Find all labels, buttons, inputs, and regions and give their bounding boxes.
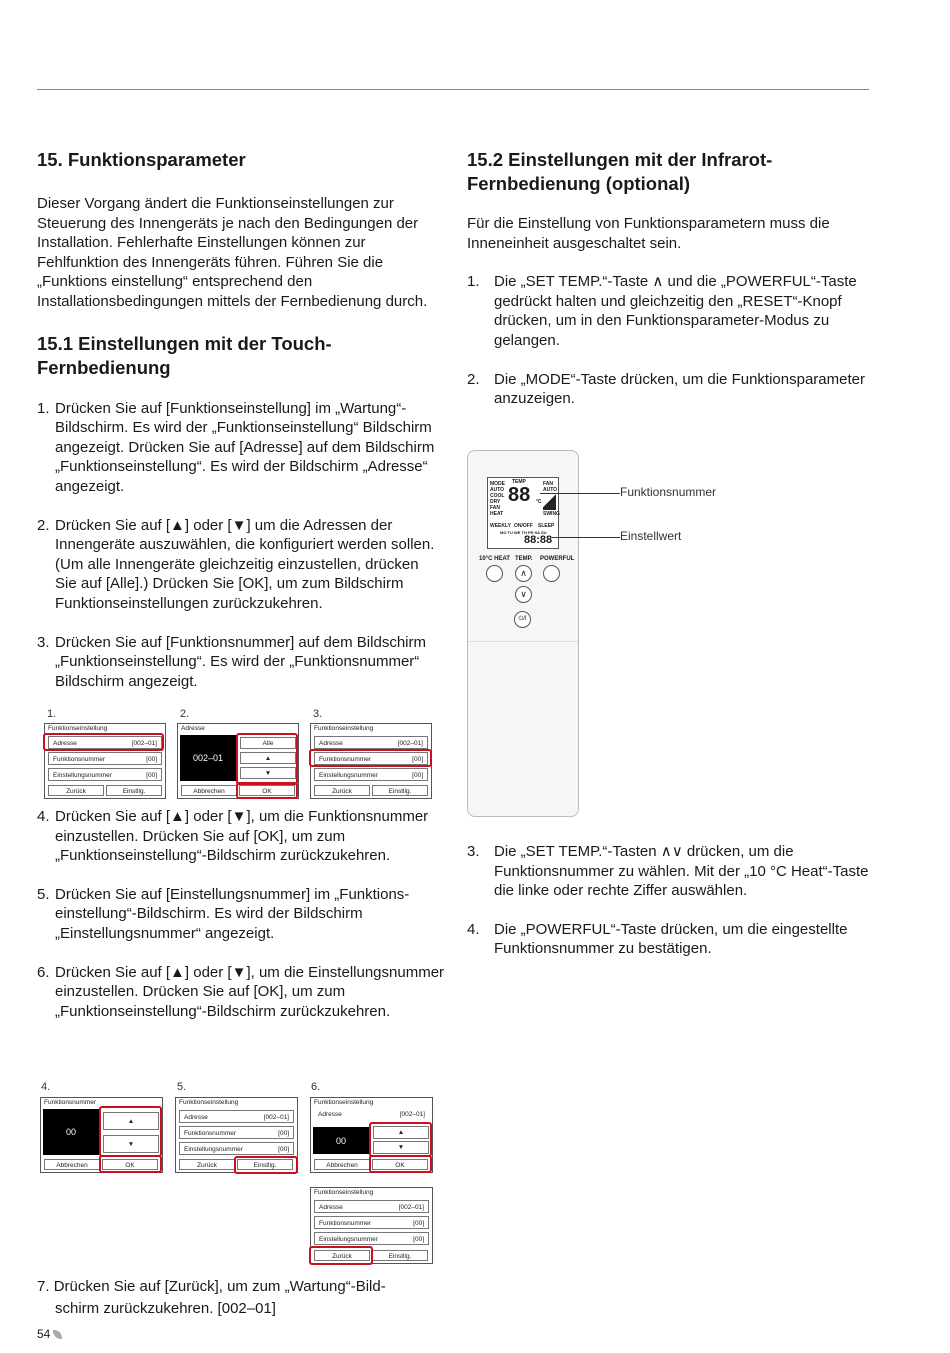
step-item: 2. Die „MODE“-Taste drücken, um die Funktionsparameter anzuzeigen. — [467, 370, 865, 408]
address-field[interactable]: Adresse [002–01] — [48, 736, 162, 749]
setting-number-field[interactable]: Einstellungsnummer [00] — [314, 768, 428, 781]
highlight-ok — [236, 782, 298, 799]
screen-label: 5. — [177, 1081, 187, 1093]
step-item: 2. Drücken Sie auf [▲] oder [▼] um die Adressen der Innengeräte auszuwählen, die konfiguriert werden sollen. (Um alle Innengeräte gleichzeitig einzustellen, drücken Sie auf [Alle].) Drücken Sie [OK], um zum Bildschirm Funktionseinstellungen zurückzukehren. — [37, 516, 435, 612]
right-steps-3-4 — [467, 823, 877, 959]
number-display: 00 — [313, 1127, 369, 1154]
label-10c-heat: 10°C HEAT — [479, 556, 510, 562]
down-button[interactable]: ▼ — [240, 767, 296, 779]
back-button[interactable]: Zurück — [314, 785, 370, 796]
back-button[interactable]: Zurück — [314, 1250, 370, 1261]
highlight-settings — [234, 1156, 298, 1174]
step-item: 4. Die „POWERFUL“-Taste drücken, um die eingestellte Funktionsnummer zu bestätigen. — [467, 920, 848, 958]
screen-label: 2. — [180, 708, 190, 720]
up-button[interactable]: ▲ — [373, 1126, 429, 1139]
steps-4-6 — [37, 807, 447, 1021]
ok-button[interactable]: OK — [372, 1159, 428, 1170]
page-footer — [37, 1327, 62, 1341]
step-item: 6. Drücken Sie auf [▲] oder [▼], um die Einstellungsnummer einzustellen. Drücken Sie auf [OK], um zum „Funktionseinstellung“-Bildschirm zurückzukehren. — [37, 963, 445, 1020]
highlight-arrows — [99, 1106, 162, 1157]
screen-function-settings: Funktionseinstellung Adresse [002–01] Funktionsnummer [00] Einstellungsnummer [00] Zurück Einstllg. — [175, 1097, 298, 1173]
power-icon: ⏻/I — [518, 616, 527, 622]
cancel-button[interactable]: Abbrechen — [44, 1159, 100, 1170]
highlight-arrows — [236, 733, 298, 785]
down-button[interactable]: ▼ — [373, 1141, 429, 1154]
address-display: 002–01 — [180, 735, 236, 781]
top-rule — [37, 89, 869, 90]
highlight-ok — [99, 1155, 162, 1173]
ok-button[interactable]: OK — [102, 1159, 158, 1170]
callout-setting-value: Einstellwert — [620, 529, 682, 543]
settings-button[interactable]: Einstllg. — [106, 785, 162, 796]
step-item: 3. Die „SET TEMP.“-Tasten ∧∨ drücken, um die Funktionsnummer zu wählen. Mit der „10 °C Heat“-Taste die linke oder rechte Ziffer auswählen. — [467, 843, 869, 900]
screen-label: 4. — [41, 1081, 51, 1093]
setting-number-field[interactable]: Einstellungsnummer [00] — [314, 1232, 429, 1245]
highlight-function-number — [309, 749, 432, 767]
address-field[interactable]: Adresse [002–01] — [179, 1110, 294, 1123]
screen-function-settings: Funktionseinstellung Adresse [002–01] Funktionsnummer [00] Einstellungsnummer [00] Zurück Einstllg. — [310, 723, 432, 799]
temp-down-button[interactable] — [515, 586, 532, 603]
settings-button[interactable]: Einstllg. — [237, 1159, 293, 1170]
power-button[interactable] — [514, 611, 531, 628]
cancel-button[interactable]: Abbrechen — [181, 785, 237, 796]
temp-up-button[interactable] — [515, 565, 532, 582]
down-button[interactable]: ▼ — [103, 1135, 159, 1153]
highlight-arrows — [369, 1122, 432, 1157]
label-temp: TEMP. — [515, 556, 533, 562]
function-number-field[interactable]: Funktionsnummer [00] — [314, 1216, 429, 1229]
chevron-up-icon: ∧ — [520, 568, 527, 578]
right-intro: Für die Einstellung von Funktionsparametern muss die Inneneinheit ausgeschaltet sein. — [467, 215, 830, 252]
callout-line — [540, 493, 620, 494]
heading-15: 15. Funktionsparameter — [37, 149, 246, 170]
up-button[interactable]: ▲ — [103, 1112, 159, 1130]
step-item: 5. Drücken Sie auf [Einstellungsnummer] im „Funktions-einstellung“-Bildschirm. Es wird der Bildschirm „Einstellungsnummer“ angezeigt. — [37, 885, 410, 942]
settings-button[interactable]: Einstllg. — [372, 785, 428, 796]
callout-function-number: Funktionsnummer — [620, 485, 717, 499]
steps-1-3 — [37, 399, 442, 692]
address-field[interactable]: Adresse [002–01] — [314, 1200, 429, 1213]
address-field: Adresse [002–01] — [314, 1108, 429, 1126]
step-item: 1. Die „SET TEMP.“-Taste ∧ und die „POWERFUL“-Taste gedrückt halten und gleichzeitig den „RESET“-Knopf drücken, um in den Funktionsparameter-Modus zu gelangen. — [467, 273, 857, 349]
screen-function-settings: Funktionseinstellung Adresse [002–01] Funktionsnummer [00] Einstellungsnummer [00] Zurück Einstllg. — [44, 723, 166, 799]
heading-15-2: 15.2 Einstellungen mit der Infrarot-Fernbedienung (optional) — [467, 149, 773, 194]
leaf-icon — [53, 1330, 62, 1339]
chevron-down-icon: ∨ — [520, 589, 527, 599]
back-button[interactable]: Zurück — [179, 1159, 235, 1170]
page-number: 54 — [37, 1327, 51, 1341]
screen-function-settings: Funktionseinstellung Adresse [002–01] Funktionsnummer [00] Einstellungsnummer [00] Zurück Einstllg. — [310, 1187, 433, 1264]
callout-line — [552, 537, 620, 538]
highlight-address — [43, 733, 164, 751]
setting-number-field[interactable]: Einstellungsnummer [00] — [48, 768, 162, 781]
function-number-field[interactable]: Funktionsnummer [00] — [48, 752, 162, 765]
screen-label: 1. — [47, 708, 57, 720]
number-display: 00 — [43, 1109, 99, 1155]
heading-15-1: 15.1 Einstellungen mit der Touch-Fernbedienung — [37, 332, 332, 378]
up-button[interactable]: ▲ — [240, 752, 296, 764]
highlight-ok — [369, 1155, 432, 1173]
screen-label: 3. — [313, 708, 323, 720]
step-item: 4. Drücken Sie auf [▲] oder [▼], um die Funktionsnummer einzustellen. Drücken Sie auf [OK], um zum „Funktionseinstellung“-Bildschirm zurückzukehren. — [37, 808, 429, 865]
screen-address: Adresse 002–01 Alle ▲ ▼ Abbrechen OK — [177, 723, 299, 799]
function-number-field[interactable]: Funktionsnummer [00] — [179, 1126, 294, 1139]
ok-button[interactable]: OK — [239, 785, 295, 796]
highlight-back — [309, 1246, 373, 1265]
address-field[interactable]: Adresse [002–01] — [314, 736, 428, 749]
setting-number-field[interactable]: Einstellungsnummer [00] — [179, 1142, 294, 1155]
back-button[interactable]: Zurück — [48, 785, 104, 796]
settings-button[interactable]: Einstllg. — [372, 1250, 428, 1261]
step-item: 1. Drücken Sie auf [Funktionseinstellung] im „Wartung“-Bildschirm. Es wird der „Funktionseinstellung“ Bildschirm angezeigt. Drücken Sie auf [Adresse] auf dem Bildschirm „Funktionseinstellung“. Es wird der Bildschirm „Adresse“ angezeigt. — [37, 399, 435, 495]
function-number-field[interactable]: Funktionsnummer [00] — [314, 752, 428, 765]
right-column — [467, 148, 877, 409]
remote-lcd: MODE AUTO COOL DRY FAN HEAT TEMP 88 °C FAN AUTO SWING WEEKLY ON/OFF SLEEP MO TU WE TH FR SA SU 88:88 — [487, 477, 559, 549]
step-item: 3. Drücken Sie auf [Funktionsnummer] auf dem Bildschirm „Funktionseinstellung“. Es wird der „Funktionsnummer“ Bildschirm angezeigt. — [37, 633, 426, 690]
cancel-button[interactable]: Abbrechen — [314, 1159, 370, 1170]
all-button[interactable]: Alle — [240, 737, 296, 749]
label-powerful: POWERFUL — [540, 556, 575, 562]
intro-paragraph: Dieser Vorgang ändert die Funktionseinstellungen zur Steuerung des Innengeräts je nach den Bedingungen der Installation. Fehlerhafte Einstellungen können zur Fehlfunktion des Innengeräts führen. Führen Sie die „Funktions einstellung“ entsprechend den Installationsbedingungen mittels der Fernbedienung durch. — [37, 195, 428, 310]
screen-setting-number: Funktionseinstellung Adresse [002–01] 00 ▲ ▼ Abbrechen OK — [310, 1097, 433, 1173]
step-7: 7. Drücken Sie auf [Zurück], um zum „Wartung“-Bild- schirm zurückzukehren. [002–01] — [37, 1278, 386, 1317]
screen-function-number: Funktionsnummer 00 ▲ ▼ Abbrechen OK — [40, 1097, 163, 1173]
right-steps-1-2 — [467, 272, 877, 409]
screen-label: 6. — [311, 1081, 321, 1093]
heat-10c-button[interactable] — [486, 565, 503, 582]
powerful-button[interactable] — [543, 565, 560, 582]
left-column — [37, 148, 442, 691]
